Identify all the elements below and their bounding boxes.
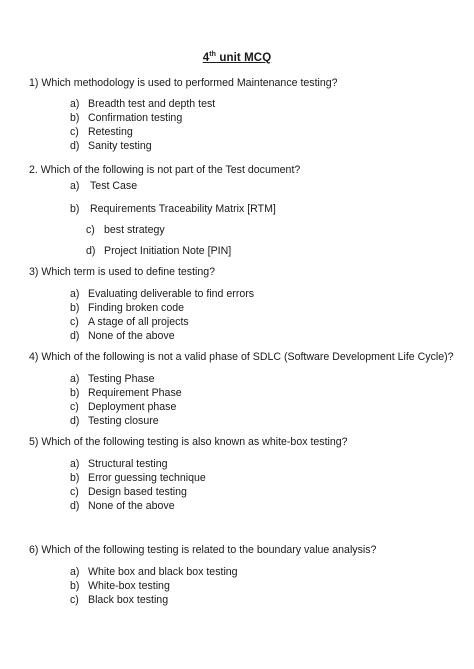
option-text: Retesting bbox=[88, 126, 133, 138]
option-label: b) bbox=[70, 387, 80, 399]
question-4-option-c bbox=[70, 401, 176, 414]
option-label: c) bbox=[70, 486, 79, 498]
question-2: 2. Which of the following is not part of the Test document? bbox=[29, 164, 301, 176]
option-text: Requirement Phase bbox=[88, 387, 182, 399]
option-text: Testing closure bbox=[88, 415, 159, 427]
question-5-option-a bbox=[70, 458, 168, 471]
question-1-option-a bbox=[70, 98, 215, 111]
option-label: b) bbox=[70, 472, 80, 484]
option-label: d) bbox=[86, 245, 96, 257]
question-2-option-c bbox=[86, 224, 165, 237]
option-text: White box and black box testing bbox=[88, 566, 238, 578]
option-label: a) bbox=[70, 288, 80, 300]
question-6-option-b bbox=[70, 580, 170, 593]
question-5-option-d bbox=[70, 500, 175, 513]
question-4: 4) Which of the following is not a valid phase of SDLC (Software Development Life Cycle)? bbox=[29, 351, 454, 363]
option-text: Test Case bbox=[90, 180, 138, 192]
option-text: best strategy bbox=[104, 224, 165, 236]
option-label: c) bbox=[70, 401, 79, 413]
question-5: 5) Which of the following testing is also known as white-box testing? bbox=[29, 436, 348, 448]
option-text: Testing Phase bbox=[88, 373, 155, 385]
option-text: Requirements Traceability Matrix [RTM] bbox=[90, 203, 276, 215]
option-label: b) bbox=[70, 302, 80, 314]
option-label: b) bbox=[70, 203, 80, 215]
title-text: unit MCQ bbox=[216, 52, 272, 64]
question-6-option-a bbox=[70, 566, 238, 579]
option-label: d) bbox=[70, 330, 80, 342]
option-text: Design based testing bbox=[88, 486, 187, 498]
option-text: Breadth test and depth test bbox=[88, 98, 216, 110]
question-1-option-c bbox=[70, 126, 133, 139]
option-label: c) bbox=[86, 224, 95, 236]
question-3-option-c bbox=[70, 316, 189, 329]
option-label: d) bbox=[70, 500, 80, 512]
option-text: None of the above bbox=[88, 500, 175, 512]
question-5-option-b bbox=[70, 472, 206, 485]
option-label: c) bbox=[70, 594, 79, 606]
question-1-option-d bbox=[70, 140, 152, 153]
option-text: Deployment phase bbox=[88, 401, 177, 413]
option-text: Finding broken code bbox=[88, 302, 184, 314]
option-label: c) bbox=[70, 126, 79, 138]
option-label: a) bbox=[70, 566, 80, 578]
question-6: 6) Which of the following testing is related to the boundary value analysis? bbox=[29, 544, 377, 556]
option-label: a) bbox=[70, 458, 80, 470]
question-4-option-b bbox=[70, 387, 182, 400]
page-title bbox=[0, 52, 474, 64]
option-text: Sanity testing bbox=[88, 140, 152, 152]
question-3-option-b bbox=[70, 302, 184, 315]
question-3: 3) Which term is used to define testing? bbox=[29, 266, 216, 278]
option-label: c) bbox=[70, 316, 79, 328]
question-4-option-d bbox=[70, 415, 159, 428]
option-label: b) bbox=[70, 112, 80, 124]
option-label: a) bbox=[70, 373, 80, 385]
option-text: White-box testing bbox=[88, 580, 170, 592]
title-superscript: th bbox=[209, 51, 217, 59]
title-number: 4 bbox=[202, 52, 210, 64]
question-6-option-c bbox=[70, 594, 168, 607]
question-5-option-c bbox=[70, 486, 187, 499]
question-3-option-d bbox=[70, 330, 175, 343]
option-label: a) bbox=[70, 180, 80, 192]
option-label: d) bbox=[70, 415, 80, 427]
option-label: d) bbox=[70, 140, 80, 152]
option-label: a) bbox=[70, 98, 80, 110]
option-text: Error guessing technique bbox=[88, 472, 206, 484]
option-text: Structural testing bbox=[88, 458, 168, 470]
question-3-option-a bbox=[70, 288, 254, 301]
question-2-option-d bbox=[86, 245, 231, 258]
option-text: None of the above bbox=[88, 330, 175, 342]
question-1: 1) Which methodology is used to performed Maintenance testing? bbox=[29, 77, 338, 89]
option-text: A stage of all projects bbox=[88, 316, 189, 328]
option-text: Project Initiation Note [PIN] bbox=[104, 245, 232, 257]
question-4-option-a bbox=[70, 373, 155, 386]
option-text: Confirmation testing bbox=[88, 112, 183, 124]
option-text: Black box testing bbox=[88, 594, 169, 606]
option-label: b) bbox=[70, 580, 80, 592]
question-1-option-b bbox=[70, 112, 182, 125]
option-text: Evaluating deliverable to find errors bbox=[88, 288, 255, 300]
question-2-option-b bbox=[70, 203, 276, 216]
question-2-option-a bbox=[70, 180, 137, 193]
